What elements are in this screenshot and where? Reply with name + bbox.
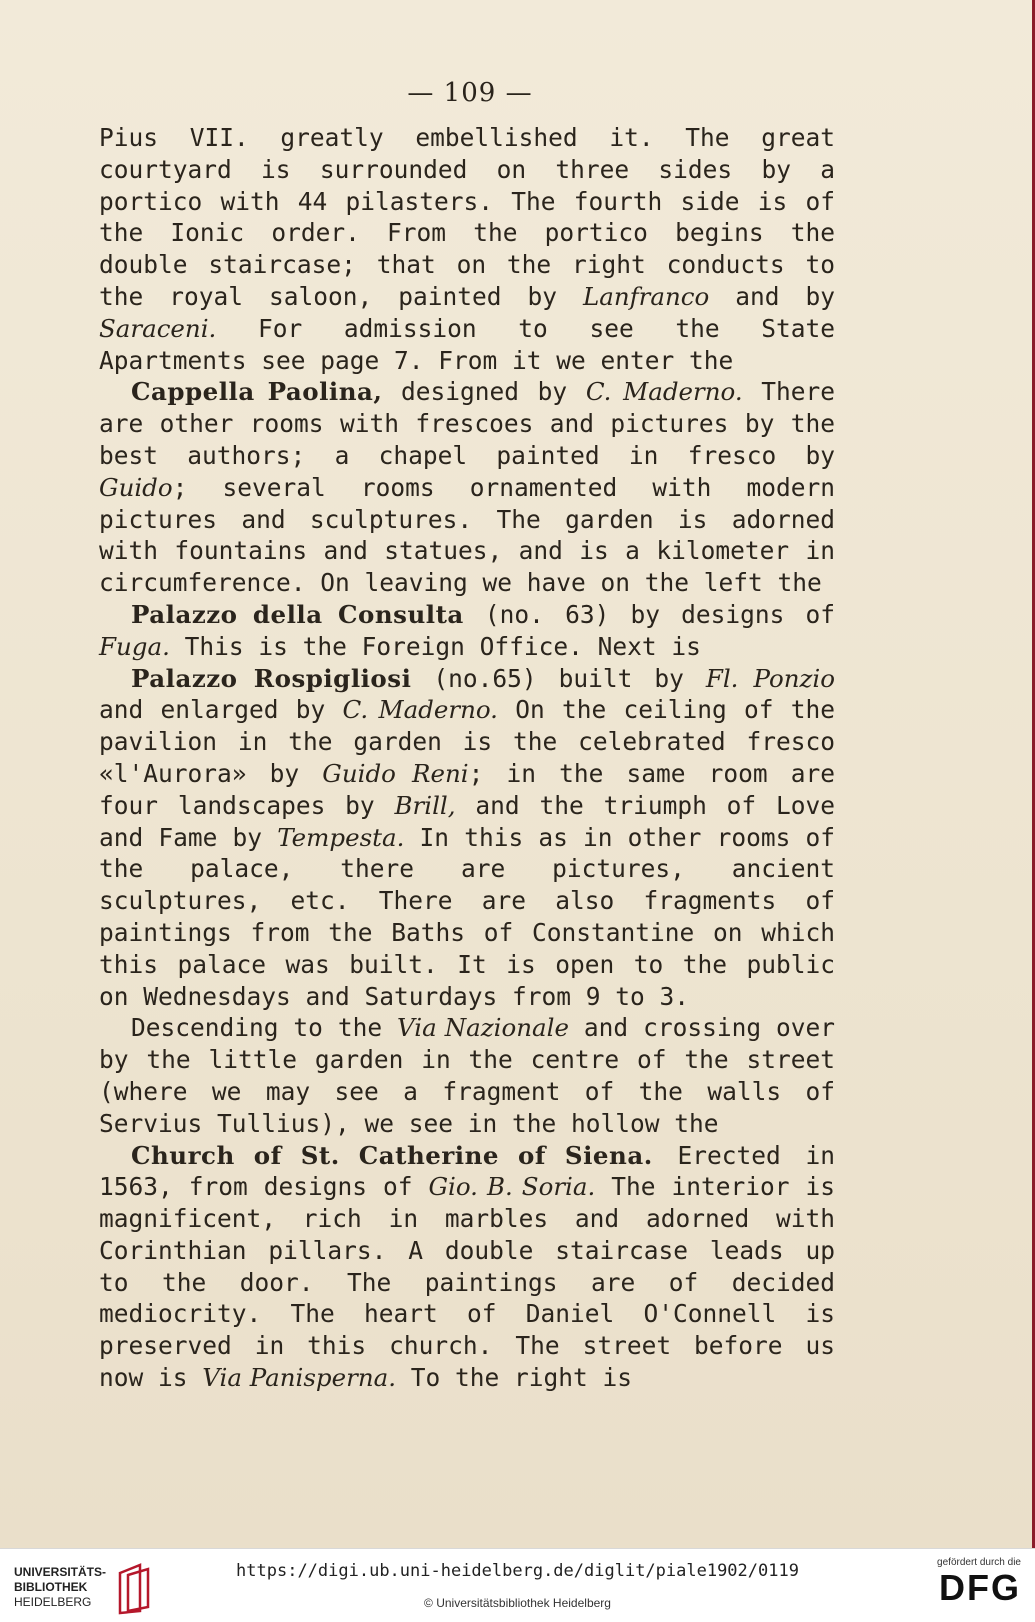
page-number: — 109 — bbox=[407, 78, 533, 108]
italic-name: Fl. Ponzio bbox=[705, 663, 835, 693]
section-heading: Palazzo della Consulta bbox=[131, 599, 464, 629]
text-run: and by bbox=[709, 281, 835, 311]
text-run: designed by bbox=[382, 377, 586, 407]
text-run: To the right is bbox=[396, 1363, 633, 1393]
text-run: (no.65) built by bbox=[411, 663, 706, 693]
section-heading: Palazzo Rospigliosi bbox=[131, 663, 412, 693]
text-run: and enlarged by bbox=[99, 695, 343, 725]
text-run: There are other rooms with frescoes and pictures by the best authors; a chapel painted in fresco by bbox=[99, 377, 835, 470]
text-run: Descending to the bbox=[131, 1013, 398, 1043]
paragraph bbox=[99, 1012, 835, 1139]
copyright-notice: © Universitätsbibliothek Heidelberg bbox=[424, 1596, 611, 1610]
permalink-url[interactable]: https://digi.ub.uni-heidelberg.de/diglit/piale1902/0119 bbox=[236, 1561, 799, 1581]
paragraph bbox=[99, 663, 835, 1013]
paragraph bbox=[99, 1140, 835, 1394]
italic-name: Via Panisperna. bbox=[202, 1363, 397, 1393]
text-run: The interior is magnificent, rich in marbles and adorned with Corinthian pillars. A double staircase leads up to the door. The paintings are of decided mediocrity. The heart of Daniel O'Connell is preserved in this church. The street before us now is bbox=[99, 1172, 835, 1393]
viewer-footer bbox=[0, 1548, 1035, 1622]
dfg-logo[interactable] bbox=[911, 1557, 1021, 1617]
library-line-1: UNIVERSITÄTS- bbox=[14, 1565, 107, 1579]
text-run: Pius VII. greatly embellished it. The great courtyard is surrounded on three sides by a portico with 44 pilasters. The fourth side is of the Ionic order. From the portico begins the double staircase; that on the right conducts to the royal saloon, painted by bbox=[99, 123, 835, 311]
text-run: For admission to see the State Apartments see page 7. From it we enter the bbox=[99, 313, 835, 375]
section-heading: Cappella Paolina, bbox=[131, 377, 383, 407]
text-run: ; several rooms ornamented with modern pictures and sculptures. The garden is adorned with fountains and statues, and is a kilometer in circumference. On leaving we have on the left the bbox=[99, 472, 835, 598]
text-run: On the ceiling of the pavilion in the garden is the celebrated fresco «l'Aurora» by bbox=[99, 695, 836, 788]
text-run: ; in the same room are four landscapes by bbox=[99, 758, 835, 820]
italic-name: Gio. B. Soria. bbox=[428, 1172, 596, 1202]
text-run: and the triumph of Love and Fame by bbox=[99, 790, 835, 852]
italic-name: Guido bbox=[99, 472, 173, 502]
italic-name: Brill, bbox=[394, 790, 456, 820]
italic-name: Tempesta. bbox=[277, 822, 405, 852]
italic-name: C. Maderno. bbox=[585, 377, 743, 407]
body-text bbox=[99, 122, 835, 1394]
dfg-wordmark: DFG bbox=[939, 1567, 1021, 1608]
text-run: Erected in 1563, from designs of bbox=[99, 1140, 835, 1202]
italic-name: Fuga. bbox=[99, 631, 170, 661]
text-run: In this as in other rooms of the palace, there are pictures, ancient sculptures, etc. There are also fragments of paintings from the Baths of Constantine on which this palace was built. It is open to the public on Wednesdays and Saturdays from 9 to 3. bbox=[99, 822, 835, 1011]
text-run: This is the Foreign Office. Next is bbox=[169, 631, 701, 661]
italic-name: Via Nazionale bbox=[397, 1013, 569, 1043]
library-line-3: HEIDELBERG bbox=[14, 1595, 92, 1609]
text-run: and crossing over by the little garden in the centre of the street (where we may see a fragment of the walls of Servius Tullius), we see in the hollow the bbox=[99, 1013, 835, 1138]
italic-name: Lanfranco bbox=[582, 281, 710, 311]
italic-name: C. Maderno. bbox=[342, 695, 498, 725]
section-heading: Church of St. Catherine of Siena. bbox=[131, 1140, 653, 1170]
paragraph bbox=[99, 599, 835, 663]
italic-name: Saraceni. bbox=[99, 313, 217, 343]
text-run: (no. 63) by designs of bbox=[463, 599, 835, 629]
library-line-2: BIBLIOTHEK bbox=[14, 1580, 88, 1594]
paragraph bbox=[99, 122, 835, 376]
funded-by-label: gefördert durch die bbox=[937, 1557, 1021, 1568]
italic-name: Guido Reni bbox=[322, 758, 469, 788]
paragraph bbox=[99, 376, 835, 599]
